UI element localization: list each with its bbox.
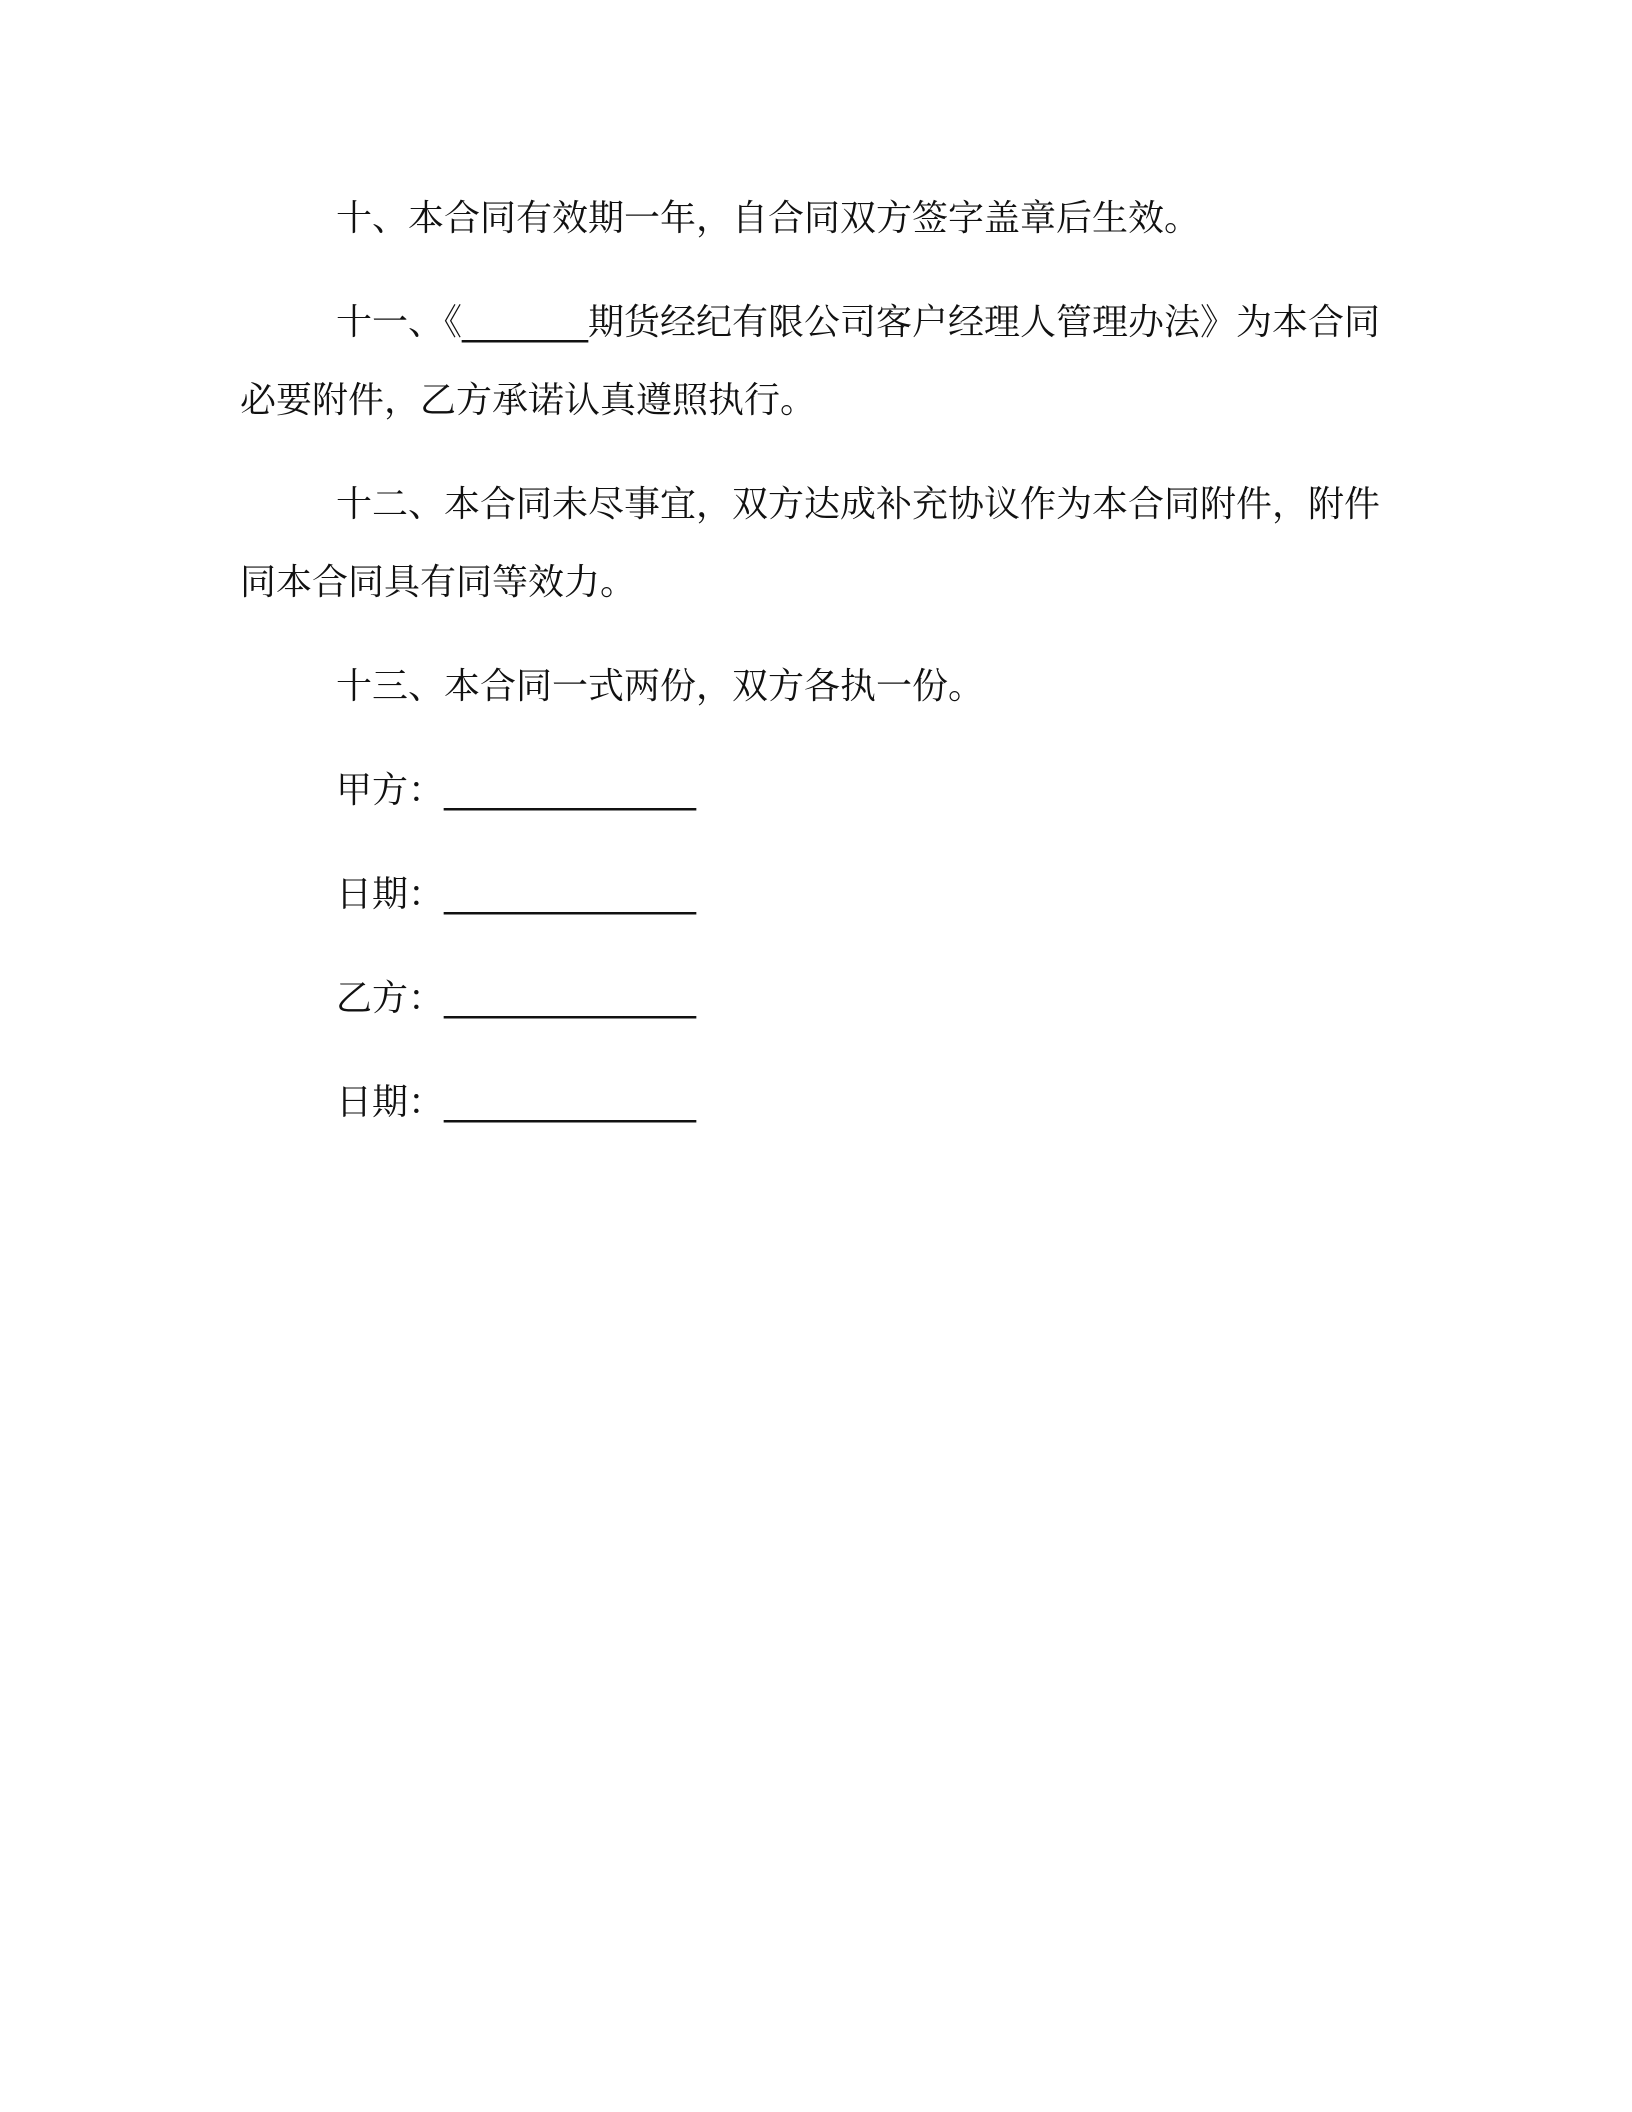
party-a-blank: ______________ xyxy=(444,770,697,811)
date-a-label: 日期： xyxy=(336,874,445,915)
signature-party-b xyxy=(240,960,1380,1038)
clause-13: 十三、本合同一式两份，双方各执一份。 xyxy=(336,666,985,707)
signature-date-b xyxy=(240,1064,1380,1142)
date-a-blank: ______________ xyxy=(444,874,697,915)
clause-12: 十二、本合同未尽事宜，双方达成补充协议作为本合同附件，附件同本合同具有同等效力。 xyxy=(240,484,1381,603)
document-body xyxy=(240,180,1380,1168)
party-a-label: 甲方： xyxy=(336,770,445,811)
signature-party-a xyxy=(240,752,1380,830)
signature-date-a xyxy=(240,856,1380,934)
date-b-blank: ______________ xyxy=(444,1082,697,1123)
clause-10: 十、本合同有效期一年，自合同双方签字盖章后生效。 xyxy=(336,198,1201,239)
party-b-blank: ______________ xyxy=(444,978,697,1019)
party-b-label: 乙方： xyxy=(336,978,445,1019)
clause-11: 十一、《_______期货经纪有限公司客户经理人管理办法》为本合同必要附件，乙方承诺认真遵照执行。 xyxy=(240,302,1381,421)
date-b-label: 日期： xyxy=(336,1082,445,1123)
